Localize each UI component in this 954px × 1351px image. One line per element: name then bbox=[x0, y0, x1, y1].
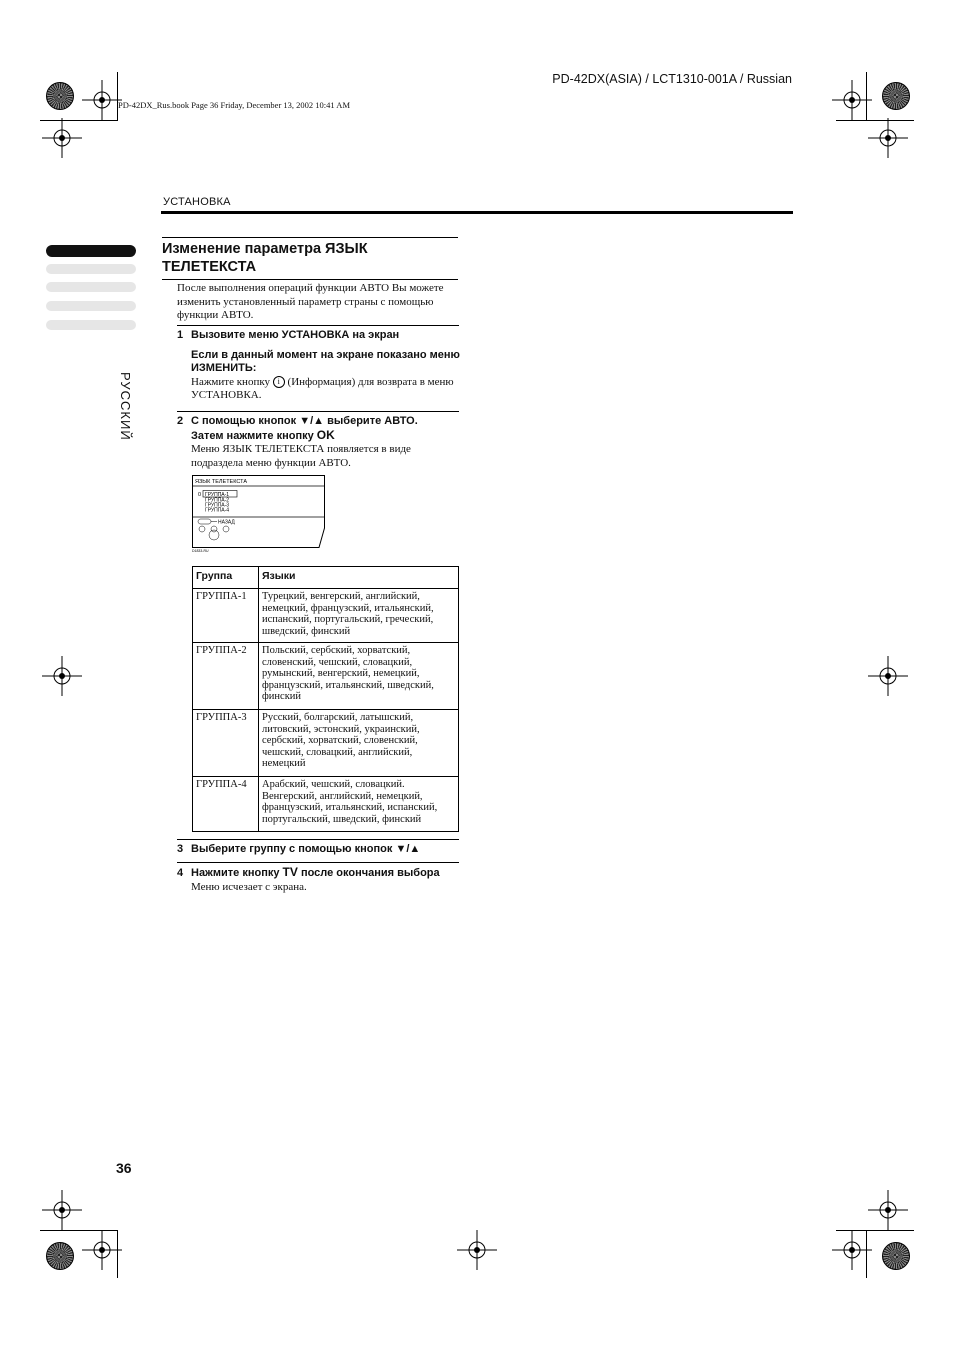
crosshair-mark-icon bbox=[42, 118, 82, 158]
step-number: 4 bbox=[177, 867, 184, 879]
osd-item: ГРУППА-4 bbox=[205, 507, 230, 514]
tv-button-icon: TV bbox=[282, 865, 298, 879]
step-number: 3 bbox=[177, 843, 184, 855]
crop-line bbox=[117, 1230, 118, 1278]
down-up-arrows-icon: ▼/▲ bbox=[299, 415, 325, 427]
intro-paragraph: После выполнения операций функции АВТО Вы можете изменить установленный параметр страны с помощью функции АВТО. bbox=[177, 282, 444, 321]
figure-code: D1833-RU bbox=[192, 549, 209, 553]
crosshair-mark-icon bbox=[868, 118, 908, 158]
step-1 bbox=[177, 329, 462, 403]
language-group-table bbox=[192, 566, 459, 832]
divider bbox=[177, 862, 459, 863]
file-info: PD-42DX_Rus.book Page 36 Friday, December 13, 2002 10:41 AM bbox=[118, 100, 350, 110]
crop-line bbox=[836, 1230, 914, 1231]
step-title: Затем нажмите кнопку bbox=[191, 429, 314, 442]
step-2 bbox=[177, 415, 462, 470]
chapter-tab bbox=[46, 301, 136, 311]
crop-line bbox=[836, 120, 914, 121]
crosshair-mark-icon bbox=[42, 1190, 82, 1230]
osd-item: ГРУППА-2 bbox=[205, 497, 230, 504]
osd-item: ГРУППА-1 bbox=[205, 492, 230, 498]
step-title: Вызовите меню УСТАНОВКА на экран bbox=[191, 329, 400, 341]
crop-line bbox=[40, 120, 118, 121]
table-row bbox=[193, 643, 459, 710]
step-title: выберите АВТО. bbox=[327, 415, 418, 427]
group-cell: ГРУППА-3 bbox=[193, 710, 259, 777]
header-rule bbox=[161, 211, 793, 214]
step-body: Нажмите кнопку bbox=[191, 375, 271, 388]
step-body: Меню исчезает с экрана. bbox=[191, 880, 307, 893]
step-4 bbox=[177, 866, 462, 894]
group-cell: ГРУППА-4 bbox=[193, 777, 259, 832]
step-title: С помощью кнопок bbox=[191, 415, 297, 427]
step-subtitle: Если в данный момент на экране показано меню ИЗМЕНИТЬ: bbox=[191, 348, 460, 374]
chapter-tab bbox=[46, 320, 136, 330]
crosshair-mark-icon bbox=[457, 1230, 497, 1270]
color-registration-rosette bbox=[46, 82, 74, 110]
page-title: Изменение параметра ЯЗЫК ТЕЛЕТЕКСТА bbox=[162, 237, 458, 280]
crosshair-mark-icon bbox=[82, 80, 122, 120]
ok-button-icon: OK bbox=[316, 427, 335, 442]
group-cell: ГРУППА-1 bbox=[193, 589, 259, 643]
osd-title: ЯЗЫК ТЕЛЕТЕКСТА bbox=[195, 479, 248, 485]
group-cell: ГРУППА-2 bbox=[193, 643, 259, 710]
step-body: (Информация) для возврата в меню УСТАНОВКА. bbox=[191, 375, 454, 401]
section-title: УСТАНОВКА bbox=[163, 196, 231, 208]
language-side-label: РУССКИЙ bbox=[118, 372, 133, 441]
osd-back-label: НАЗАД bbox=[218, 519, 235, 526]
crosshair-mark-icon bbox=[82, 1230, 122, 1270]
info-button-icon: i bbox=[273, 376, 285, 388]
column-header-languages: Языки bbox=[259, 567, 459, 589]
table-row bbox=[193, 589, 459, 643]
languages-cell: Турецкий, венгерский, английский, немецкий, французский, итальянский, испанский, португальский, греческий, шведский, финский bbox=[259, 589, 459, 643]
osd-menu-figure bbox=[192, 475, 325, 553]
step-number: 1 bbox=[177, 329, 184, 341]
divider bbox=[177, 325, 459, 326]
chapter-tab bbox=[46, 264, 136, 274]
languages-cell: Русский, болгарский, латышский, литовский, эстонский, украинский, сербский, хорватский, словенский, чешский, словацкий, английский, немецкий bbox=[259, 710, 459, 777]
model-header: PD-42DX(ASIA) / LCT1310-001A / Russian bbox=[552, 72, 792, 86]
table-row bbox=[193, 777, 459, 832]
crop-line bbox=[866, 72, 867, 120]
step-title: Нажмите кнопку bbox=[191, 867, 280, 879]
step-title: Выберите группу с помощью кнопок bbox=[191, 843, 393, 855]
crosshair-mark-icon bbox=[42, 656, 82, 696]
crop-line bbox=[117, 72, 118, 120]
languages-cell: Польский, сербский, хорватский, словенский, чешский, словацкий, румынский, венгерский, немецкий, французский, итальянский, шведский, финский bbox=[259, 643, 459, 710]
divider bbox=[177, 839, 459, 840]
page-number: 36 bbox=[116, 1160, 132, 1176]
color-registration-rosette bbox=[46, 1242, 74, 1270]
chapter-tab-active bbox=[46, 245, 136, 257]
crosshair-mark-icon bbox=[868, 656, 908, 696]
color-registration-rosette bbox=[882, 82, 910, 110]
down-up-arrows-icon: ▼/▲ bbox=[395, 843, 421, 855]
crop-line bbox=[40, 1230, 118, 1231]
crosshair-mark-icon bbox=[868, 1190, 908, 1230]
osd-pointer: 0 bbox=[198, 492, 202, 498]
step-title: после окончания выбора bbox=[300, 867, 440, 879]
column-header-group: Группа bbox=[193, 567, 259, 589]
step-3 bbox=[177, 843, 462, 857]
divider bbox=[177, 411, 459, 412]
step-body: Меню ЯЗЫК ТЕЛЕТЕКСТА появляется в виде подраздела меню функции АВТО. bbox=[191, 443, 411, 469]
osd-item: ГРУППА-3 bbox=[205, 502, 230, 509]
crop-line bbox=[866, 1230, 867, 1278]
table-header-row bbox=[193, 567, 459, 589]
step-number: 2 bbox=[177, 415, 184, 427]
table-row bbox=[193, 710, 459, 777]
color-registration-rosette bbox=[882, 1242, 910, 1270]
languages-cell: Арабский, чешский, словацкий. Венгерский, английский, немецкий, французский, итальянский, испанский, португальский, шведский, финский bbox=[259, 777, 459, 832]
chapter-tab bbox=[46, 282, 136, 292]
